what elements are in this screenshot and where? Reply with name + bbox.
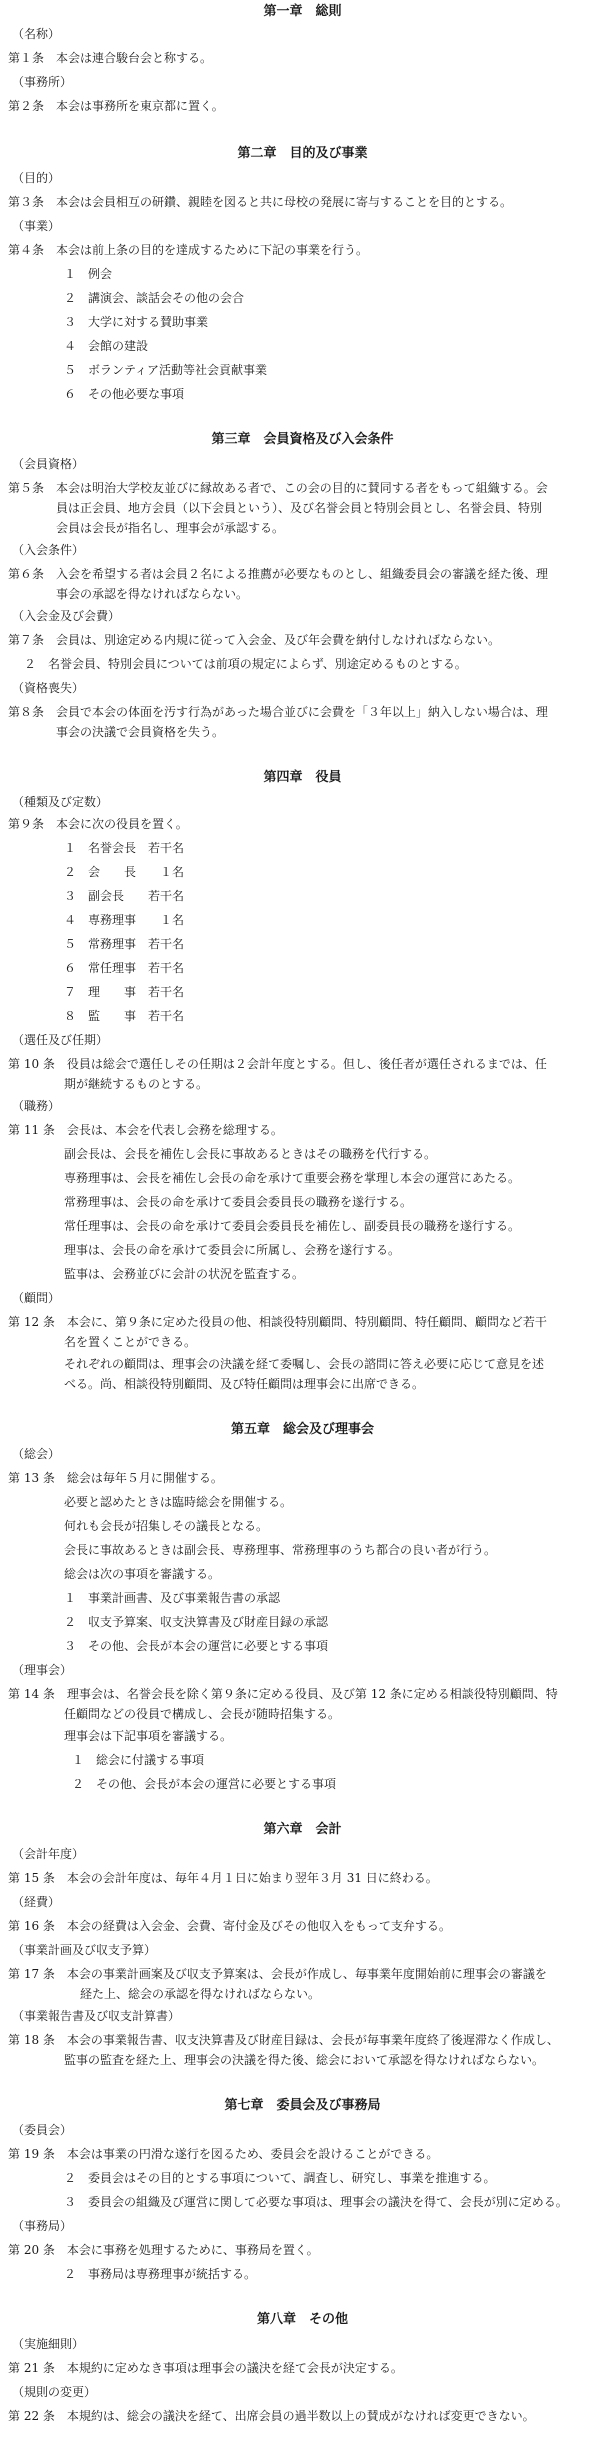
text-line: ２ 事務局は専務理事が統括する。 bbox=[64, 2267, 257, 2281]
text-line: （会計年度） bbox=[12, 1847, 85, 1861]
text-line: 事会の決議で会員資格を失う。 bbox=[56, 725, 225, 739]
chapter-heading: 第三章 会員資格及び入会条件 bbox=[211, 432, 394, 447]
text-line: ７ 理 事 若干名 bbox=[64, 985, 185, 999]
text-line: ２ 委員会はその目的とする事項について、調査し、研究し、事業を推進する。 bbox=[64, 2171, 496, 2185]
chapter-heading: 第四章 役員 bbox=[263, 770, 342, 785]
chapter-heading: 第八章 その他 bbox=[256, 2312, 348, 2327]
text-line: （事業計画及び収支予算） bbox=[12, 1943, 157, 1957]
text-line: 必要と認めたときは臨時総会を開催する。 bbox=[64, 1495, 293, 1509]
text-line: １ 総会に付議する事項 bbox=[72, 1753, 205, 1767]
text-line: 理事は、会長の命を承けて委員会に所属し、会務を遂行する。 bbox=[64, 1243, 401, 1257]
text-line: 第 20 条 本会に事務を処理するために、事務局を置く。 bbox=[8, 2243, 319, 2257]
text-line: 第 16 条 本会の経費は入会金、会費、寄付金及びその他収入をもって支弁する。 bbox=[8, 1919, 451, 1933]
text-line: ４ 専務理事 １名 bbox=[64, 913, 185, 927]
text-line: （総会） bbox=[12, 1447, 61, 1461]
text-line: 第９条 本会に次の役員を置く。 bbox=[8, 817, 188, 831]
text-line: 会員は会長が指名し、理事会が承認する。 bbox=[56, 521, 285, 535]
text-line: （職務） bbox=[12, 1099, 61, 1113]
text-line: 総会は次の事項を審議する。 bbox=[64, 1567, 221, 1581]
text-line: （種類及び定数） bbox=[12, 795, 109, 809]
text-line: 第 14 条 理事会は、名誉会長を除く第９条に定める役員、及び第 12 条に定める相談役特別顧問、特 bbox=[8, 1687, 558, 1701]
text-line: 監事は、会務並びに会計の状況を監査する。 bbox=[64, 1267, 305, 1281]
text-line: 第５条 本会は明治大学校友並びに縁故ある者で、この会の目的に賛同する者をもって組織する。会 bbox=[8, 481, 548, 495]
chapter-heading: 第六章 会計 bbox=[263, 1822, 342, 1837]
text-line: （事業） bbox=[12, 219, 61, 233]
text-line: 第２条 本会は事務所を東京都に置く。 bbox=[8, 99, 224, 113]
text-line: （入会金及び会費） bbox=[12, 609, 121, 623]
text-line: 名を置くことができる。 bbox=[64, 1335, 197, 1349]
text-line: （名称） bbox=[12, 27, 61, 41]
text-line: ２ その他、会長が本会の運営に必要とする事項 bbox=[72, 1777, 337, 1791]
text-line: 副会長は、会長を補佐し会長に事故あるときはその職務を代行する。 bbox=[64, 1147, 437, 1161]
text-line: （経費） bbox=[12, 1895, 61, 1909]
text-line: 第 22 条 本規約は、総会の議決を経て、出席会員の過半数以上の賛成がなければ変更できない。 bbox=[8, 2409, 535, 2423]
text-line: 第４条 本会は前上条の目的を達成するために下記の事業を行う。 bbox=[8, 243, 369, 257]
text-line: 常任理事は、会長の命を承けて委員会委員長を補佐し、副委員長の職務を遂行する。 bbox=[64, 1219, 521, 1233]
text-line: 何れも会長が招集しその議長となる。 bbox=[64, 1519, 269, 1533]
chapter-heading: 第七章 委員会及び事務局 bbox=[224, 2098, 381, 2113]
text-line: 会長に事故あるときは副会長、専務理事、常務理事のうち都合の良い者が行う。 bbox=[64, 1543, 497, 1557]
text-line: 第６条 入会を希望する者は会員２名による推薦が必要なものとし、組織委員会の審議を経た後、理 bbox=[8, 567, 549, 581]
text-line: 第 15 条 本会の会計年度は、毎年４月１日に始まり翌年３月 31 日に終わる。 bbox=[8, 1871, 438, 1885]
text-line: 理事会は下記事項を審議する。 bbox=[64, 1729, 233, 1743]
text-line: 第 17 条 本会の事業計画案及び収支予算案は、会長が作成し、毎事業年度開始前に理事会の審議を bbox=[8, 1967, 547, 1981]
text-line: 員は正会員、地方会員（以下会員という）、及び名誉会員と特別会員とし、名誉会員、特別 bbox=[56, 501, 543, 515]
chapter-heading: 第五章 総会及び理事会 bbox=[230, 1422, 374, 1437]
text-line: 任顧問などの役員で構成し、会長が随時招集する。 bbox=[64, 1707, 341, 1721]
text-line: （規則の変更） bbox=[12, 2385, 97, 2399]
text-line: １ 名誉会長 若干名 bbox=[64, 841, 185, 855]
text-line: 第３条 本会は会員相互の研鑽、親睦を図ると共に母校の発展に寄与することを目的とする。 bbox=[8, 195, 513, 209]
text-line: １ 例会 bbox=[64, 267, 113, 281]
text-line: ２ 会 長 １名 bbox=[64, 865, 185, 879]
text-line: 第 10 条 役員は総会で選任しその任期は２会計年度とする。但し、後任者が選任されるまでは、任 bbox=[8, 1057, 547, 1071]
text-line: 第８条 会員で本会の体面を汚す行為があった場合並びに会費を「３年以上」納入しない場合は、理 bbox=[8, 705, 548, 719]
text-line: 第 13 条 総会は毎年５月に開催する。 bbox=[8, 1471, 223, 1485]
text-line: 第１条 本会は連合駿台会と称する。 bbox=[8, 51, 213, 65]
text-line: ５ ボランティア活動等社会貢献事業 bbox=[64, 363, 268, 377]
text-line: 第７条 会員は、別途定める内規に従って入会金、及び年会費を納付しなければならない。 bbox=[8, 633, 501, 647]
text-line: （事業報告書及び収支計算書） bbox=[12, 2009, 181, 2023]
text-line: ６ 常任理事 若干名 bbox=[64, 961, 185, 975]
text-line: ６ その他必要な事項 bbox=[64, 387, 185, 401]
text-line: ３ 委員会の組織及び運営に関して必要な事項は、理事会の議決を得て、会長が別に定める。 bbox=[64, 2195, 568, 2209]
text-line: 第 18 条 本会の事業報告書、収支決算書及び財産目録は、会長が毎事業年度終了後遅滞なく作成し、 bbox=[8, 2033, 559, 2047]
text-line: 第 21 条 本規約に定めなき事項は理事会の議決を経て会長が決定する。 bbox=[8, 2361, 403, 2375]
text-line: 第 12 条 本会に、第９条に定めた役員の他、相談役特別顧問、特別顧問、特任顧問、顧問など若干 bbox=[8, 1315, 547, 1329]
text-line: 監事の監査を経た上、理事会の決議を得た後、総会において承認を得なければならない。 bbox=[64, 2053, 545, 2067]
chapter-heading: 第一章 総則 bbox=[263, 4, 342, 19]
text-line: （実施細則） bbox=[12, 2337, 85, 2351]
text-line: ２ 名誉会員、特別会員については前項の規定によらず、別途定めるものとする。 bbox=[24, 657, 467, 671]
text-line: （事務局） bbox=[12, 2219, 73, 2233]
text-line: （選任及び任期） bbox=[12, 1033, 109, 1047]
text-line: ３ 大学に対する賛助事業 bbox=[64, 315, 209, 329]
chapter-heading: 第二章 目的及び事業 bbox=[237, 146, 368, 161]
text-line: 期が継続するものとする。 bbox=[64, 1077, 209, 1091]
text-line: ３ 副会長 若干名 bbox=[64, 889, 185, 903]
text-line: それぞれの顧問は、理事会の決議を経て委嘱し、会長の諮問に答え必要に応じて意見を述 bbox=[64, 1357, 545, 1371]
text-line: （入会条件） bbox=[12, 543, 85, 557]
text-line: （事務所） bbox=[12, 75, 73, 89]
text-line: １ 事業計画書、及び事業報告書の承認 bbox=[64, 1591, 281, 1605]
text-line: ２ 収支予算案、収支決算書及び財産目録の承認 bbox=[64, 1615, 329, 1629]
text-line: 専務理事は、会長を補佐し会長の命を承けて重要会務を掌理し本会の運営にあたる。 bbox=[64, 1171, 521, 1185]
text-line: ５ 常務理事 若干名 bbox=[64, 937, 185, 951]
text-line: ２ 講演会、談話会その他の会合 bbox=[64, 291, 245, 305]
text-line: （会員資格） bbox=[12, 457, 85, 471]
text-line: ３ その他、会長が本会の運営に必要とする事項 bbox=[64, 1639, 329, 1653]
text-line: べる。尚、相談役特別顧問、及び特任顧問は理事会に出席できる。 bbox=[64, 1377, 425, 1391]
text-line: （委員会） bbox=[12, 2123, 73, 2137]
text-line: 第 19 条 本会は事業の円滑な遂行を図るため、委員会を設けることができる。 bbox=[8, 2147, 439, 2161]
text-line: （理事会） bbox=[12, 1663, 73, 1677]
text-line: 経た上、総会の承認を得なければならない。 bbox=[80, 1987, 321, 2001]
text-line: ８ 監 事 若干名 bbox=[64, 1009, 185, 1023]
text-line: 事会の承認を得なければならない。 bbox=[56, 587, 249, 601]
text-line: （目的） bbox=[12, 171, 61, 185]
text-line: ４ 会館の建設 bbox=[64, 339, 149, 353]
text-line: （資格喪失） bbox=[12, 681, 85, 695]
text-line: 常務理事は、会長の命を承けて委員会委員長の職務を遂行する。 bbox=[64, 1195, 413, 1209]
text-line: （顧問） bbox=[12, 1291, 61, 1305]
text-line: 第 11 条 会長は、本会を代表し会務を総理する。 bbox=[8, 1123, 283, 1137]
